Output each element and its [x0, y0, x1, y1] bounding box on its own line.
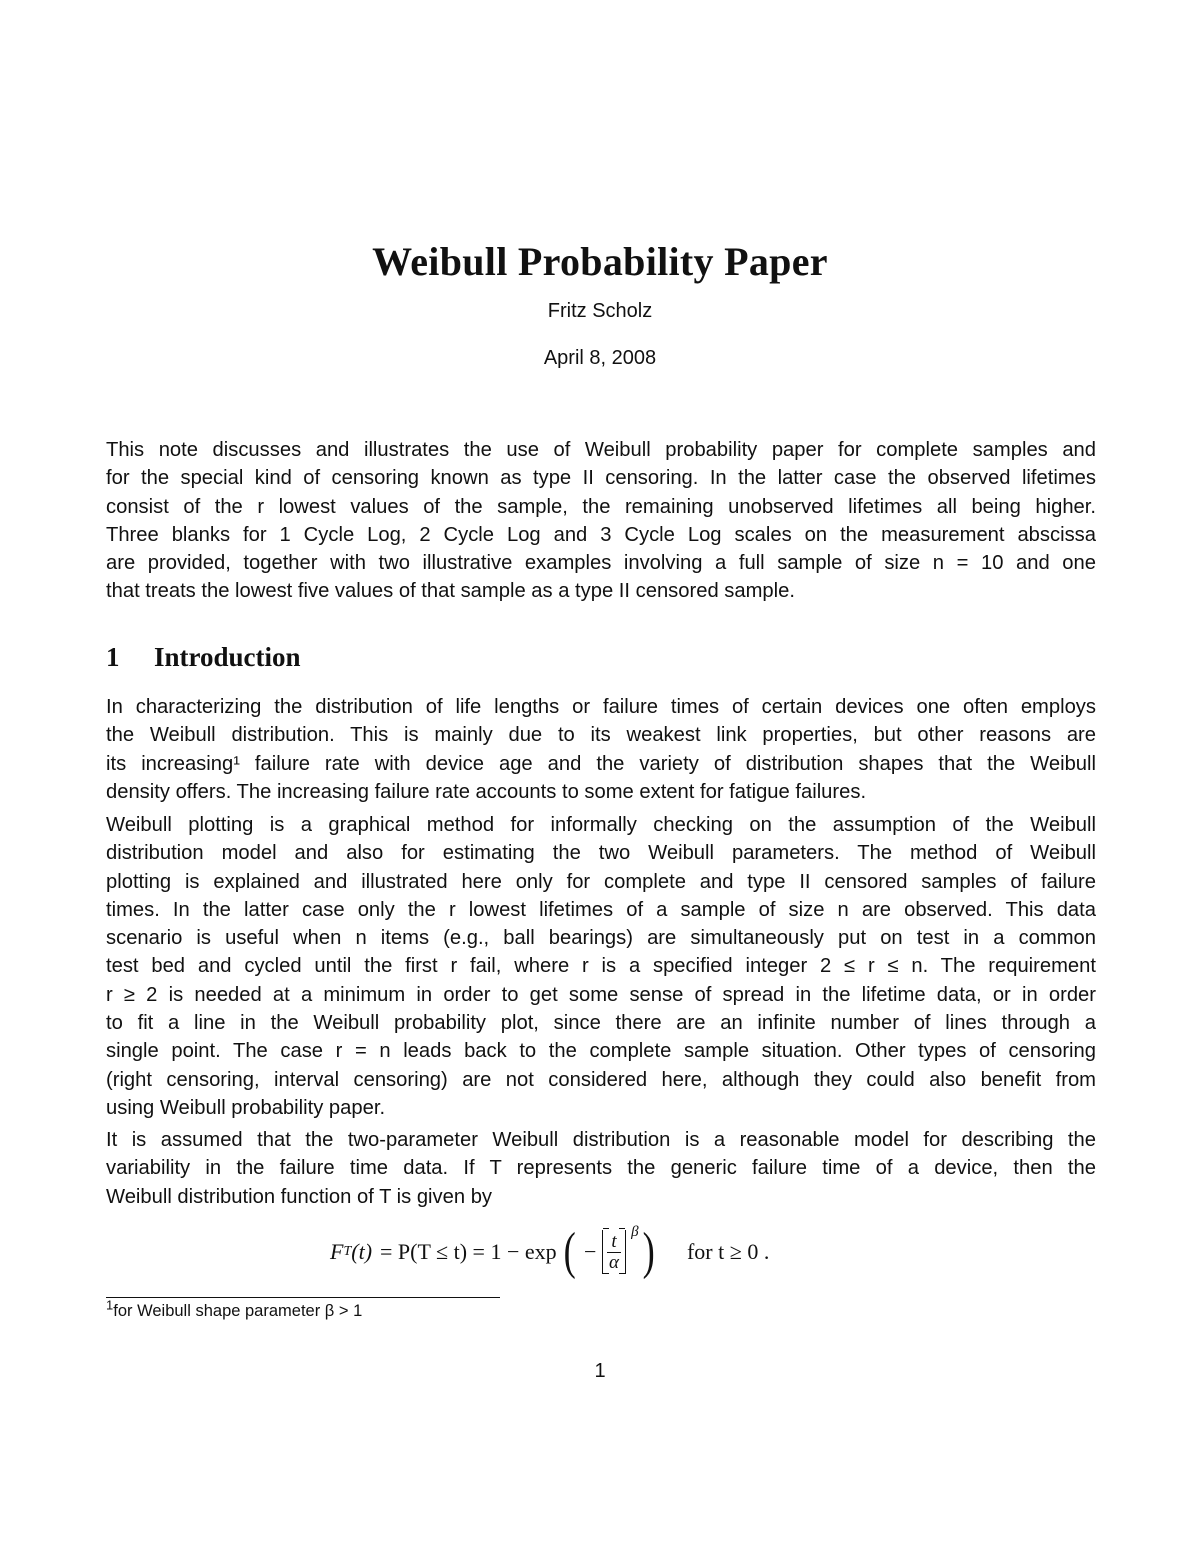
paragraph-line: It is assumed that the two-parameter Weibull distribution is a reasonable model for describing the [106, 1129, 1096, 1151]
paragraph-line: density offers. The increasing failure rate accounts to some extent for fatigue failures. [106, 780, 867, 803]
paragraph-line: its increasing¹ failure rate with device age and the variety of distribution shapes that the Weibull [106, 752, 1096, 775]
paragraph-line: plotting is explained and illustrated here only for complete and type II censored samples of failure [106, 870, 1096, 893]
paragraph-line: r ≥ 2 is needed at a minimum in order to get some sense of spread in the lifetime data, or in order [106, 983, 1096, 1006]
paragraph-line: Weibull plotting is a graphical method for informally checking on the assumption of the Weibull [106, 814, 1096, 836]
paragraph-line: In characterizing the distribution of life lengths or failure times of certain devices one often employs [106, 696, 1096, 718]
footnote-rule [106, 1297, 500, 1298]
eq-denominator: α [609, 1251, 619, 1273]
paragraph-line: to fit a line in the Weibull probability plot, since there are an infinite number of lines through a [106, 1012, 1096, 1035]
eq-lhs: F [330, 1239, 344, 1264]
abstract-line: Three blanks for 1 Cycle Log, 2 Cycle Log and 3 Cycle Log scales on the measurement abscissa [106, 523, 1096, 546]
footnote-mark: 1 [106, 1297, 114, 1313]
paper-author: Fritz Scholz [547, 300, 653, 322]
paragraph-line: the Weibull distribution. This is mainly due to its weakest link properties, but other reasons are [106, 724, 1096, 747]
eq-condition: for t ≥ 0 . [686, 1239, 770, 1264]
abstract [106, 436, 1096, 606]
eq-fraction [607, 1232, 620, 1273]
eq-right-paren: ) [642, 1223, 655, 1280]
eq-exponent: β [631, 1224, 639, 1240]
paragraph-line: using Weibull probability paper. [106, 1096, 386, 1119]
abstract-line: consist of the r lowest values of the sample, the remaining unobserved lifetimes all being higher. [106, 495, 1096, 518]
eq-lhs-subscript: T [343, 1244, 352, 1259]
eq-left-paren: ( [563, 1223, 576, 1280]
paragraph-line: single point. The case r = n leads back to the complete sample situation. Other types of censoring [106, 1040, 1096, 1063]
section-title: Introduction [154, 642, 301, 672]
intro-paragraph-3 [106, 1126, 1096, 1211]
paragraph-line: times. In the latter case only the r lowest lifetimes of a sample of size n are observed. This data [106, 898, 1096, 921]
eq-middle: = P(T ≤ t) = 1 − exp [380, 1239, 557, 1264]
eq-arg: (t) [351, 1239, 373, 1264]
paragraph-line: Weibull distribution function of T is given by [106, 1185, 493, 1208]
section-number: 1 [106, 642, 120, 672]
eq-numerator: t [607, 1232, 620, 1253]
paper-date: April 8, 2008 [543, 347, 657, 369]
abstract-line: for the special kind of censoring known as type II censoring. In the latter case the observed lifetimes [106, 467, 1096, 490]
paper-title: Weibull Probability Paper [372, 239, 828, 284]
section-heading [106, 642, 301, 673]
page-number: 1 [594, 1360, 606, 1382]
paragraph-line: variability in the failure time data. If T represents the generic failure time of a device, then the [106, 1157, 1096, 1180]
paragraph-line: (right censoring, interval censoring) are not considered here, although they could also benefit from [106, 1068, 1096, 1091]
paragraph-line: scenario is useful when n items (e.g., ball bearings) are simultaneously put on test in a common [106, 927, 1096, 950]
abstract-line: This note discusses and illustrates the use of Weibull probability paper for complete samples and [106, 439, 1096, 461]
footnote [106, 1297, 363, 1321]
paragraph-line: test bed and cycled until the first r fail, where r is a specified integer 2 ≤ r ≤ n. The requirement [106, 955, 1096, 978]
weibull-cdf-equation [330, 1222, 769, 1282]
footnote-text: for Weibull shape parameter β > 1 [113, 1302, 363, 1320]
intro-paragraph-2 [106, 811, 1096, 1122]
eq-minus: − [583, 1239, 597, 1264]
paragraph-line: distribution model and also for estimating the two Weibull parameters. The method of Weibull [106, 842, 1096, 865]
abstract-line: that treats the lowest five values of that sample as a type II censored sample. [106, 580, 795, 603]
intro-paragraph-1 [106, 693, 1096, 806]
eq-bracket [602, 1224, 639, 1274]
abstract-line: are provided, together with two illustrative examples involving a full sample of size n = 10 and one [106, 552, 1096, 575]
